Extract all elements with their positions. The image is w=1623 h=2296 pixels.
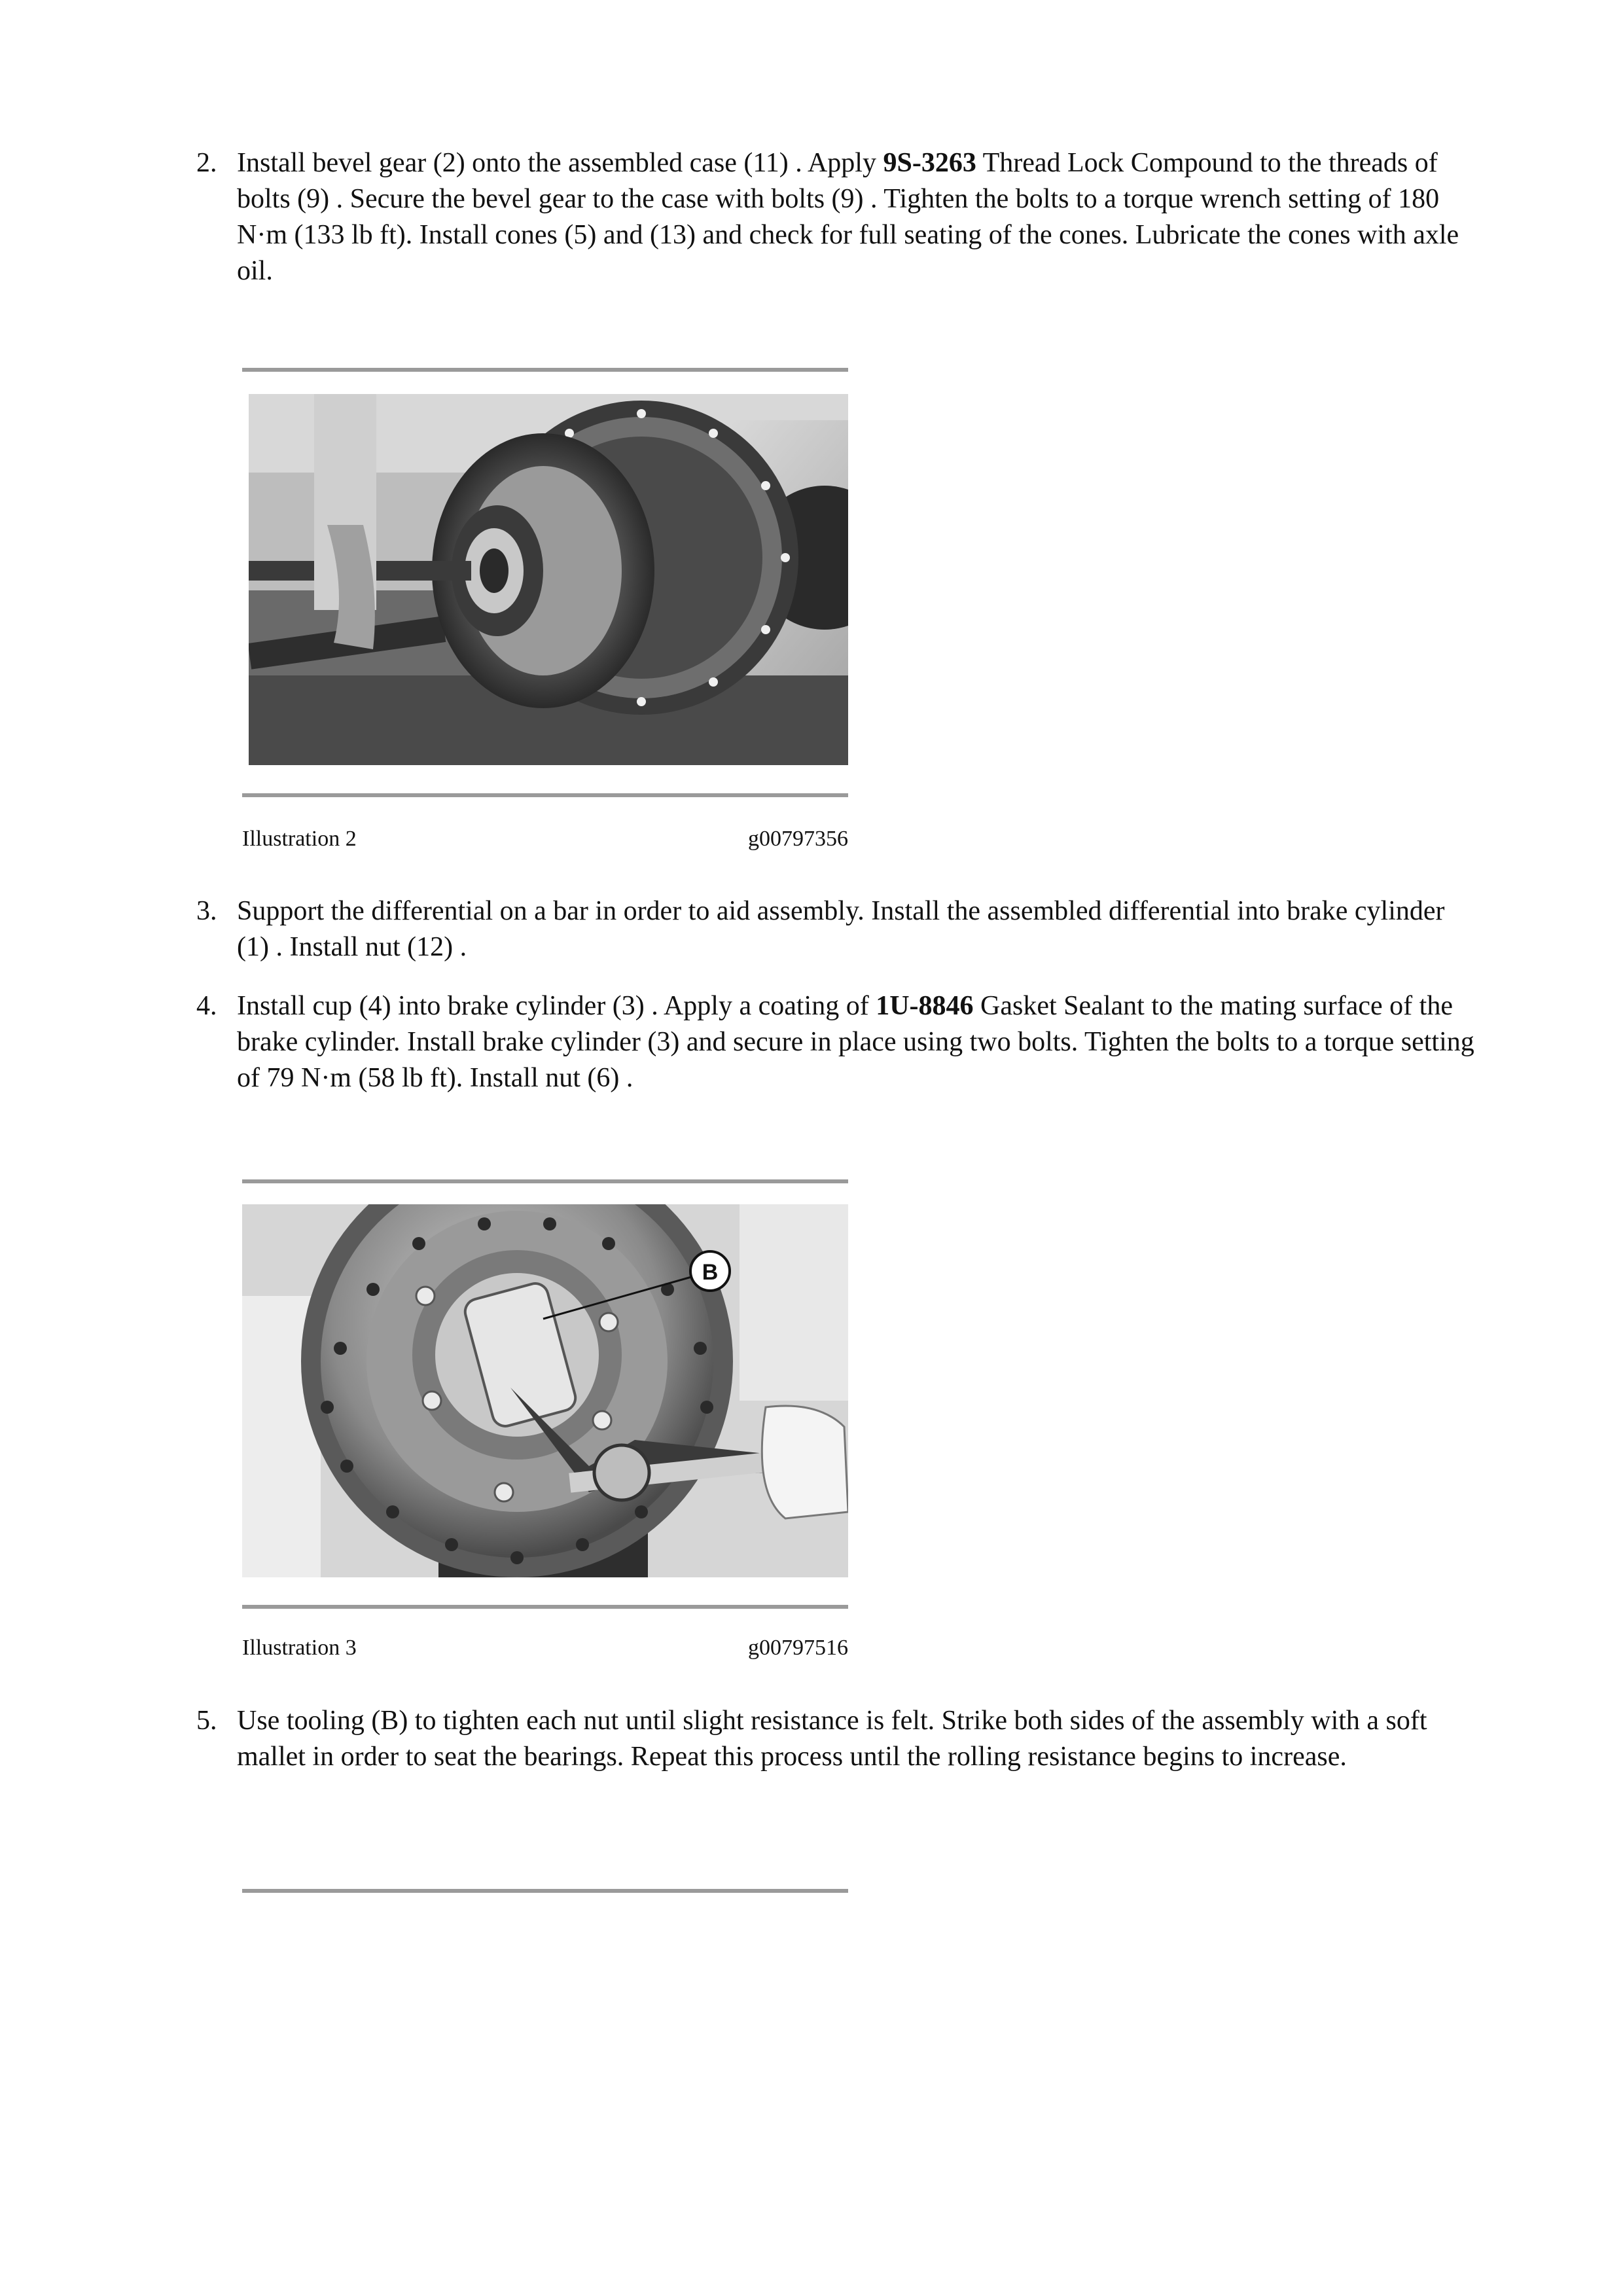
illustration-3-caption [242,1635,848,1661]
illustration-2-photo [249,394,848,765]
step-number: 3. [196,896,217,926]
illustration-id: g00797356 [748,827,848,851]
figure-bottom-rule [242,1605,848,1609]
figure-top-rule [242,1889,848,1893]
step-number: 2. [196,148,217,178]
part-number: 9S-3263 [883,148,976,178]
step-text: Install cup (4) into brake cylinder (3) . Apply a coating of 1U-8846 Gasket Sealant to the mating surface of the brake cylinder. Install brake cylinder (3) and secure in place using two bolts. Tighten the bolts to a torque setting of 79 N·m (58 lb ft). Install nut (6) . [237,991,1474,1093]
illustration-label: Illustration 3 [242,1636,357,1660]
figure-top-rule [242,368,848,372]
step-number: 5. [196,1706,217,1736]
step-3 [196,893,1479,965]
step-number: 4. [196,991,217,1021]
illustration-label: Illustration 2 [242,827,357,851]
step-2 [196,145,1479,289]
illustration-id: g00797516 [748,1636,848,1660]
step-text: Support the differential on a bar in order to aid assembly. Install the assembled differential into brake cylinder (1) . Install nut (12) . [237,896,1445,962]
step-text: Use tooling (B) to tighten each nut until slight resistance is felt. Strike both sides of the assembly with a soft mallet in order to seat the bearings. Repeat this process until the rolling resistance begins to increase. [237,1706,1427,1772]
illustration-2-caption [242,826,848,852]
figure-bottom-rule [242,793,848,797]
figure-top-rule [242,1179,848,1183]
callout-b-label: B [702,1260,719,1285]
step-5 [196,1703,1479,1775]
step-text: Install bevel gear (2) onto the assembled case (11) . Apply 9S-3263 Thread Lock Compound to the threads of bolts (9) . Secure the bevel gear to the case with bolts (9) . Tighten the bolts to a torque wrench setting of 180 N·m (133 lb ft). Install cones (5) and (13) and check for full seating of the cones. Lubricate the cones with axle oil. [237,148,1459,286]
illustration-3-photo [242,1204,848,1577]
part-number: 1U-8846 [876,991,974,1021]
step-4 [196,988,1479,1096]
